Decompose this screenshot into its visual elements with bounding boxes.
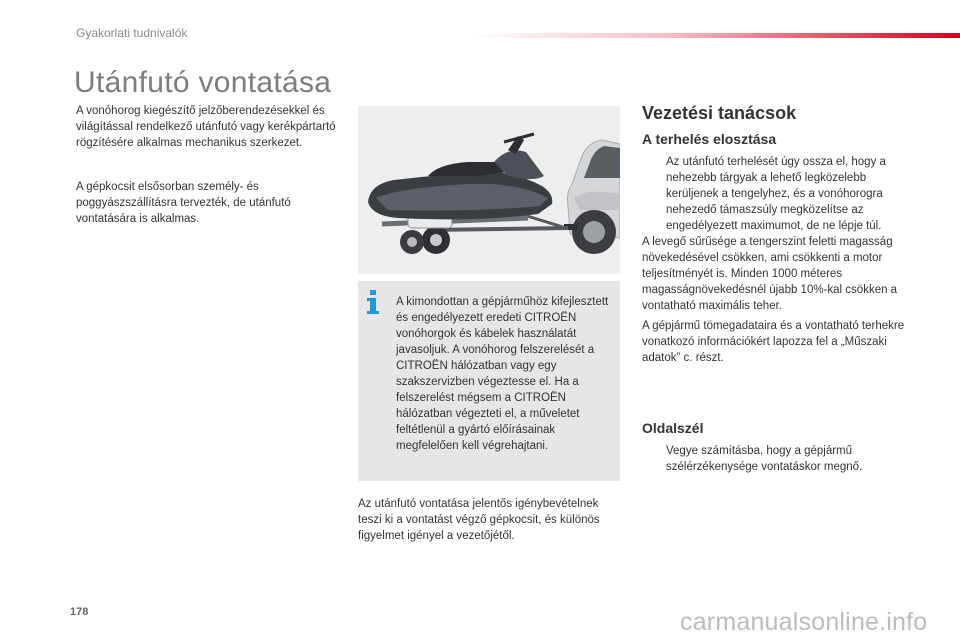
driving-tips-heading: Vezetési tanácsok [642, 103, 797, 123]
intro-paragraph-2: A gépkocsit elsősorban személy- és poggyászszállításra tervezték, de utánfutó vontatására is alkalmas. [76, 181, 291, 225]
info-note-box [358, 281, 620, 481]
watermark-text: carmanualsonline.info [680, 608, 928, 636]
technical-data-paragraph: A gépjármű tömegadataira és a vontatható terhekre vonatkozó információkért lapozza fel a „Műszaki adatok” c. részt. [642, 320, 905, 364]
info-icon [367, 290, 381, 314]
crosswind-heading: Oldalszél [642, 420, 704, 436]
load-distribution-heading: A terhelés elosztása [642, 131, 777, 147]
section-header: Gyakorlati tudnivalók [76, 26, 188, 40]
crosswind-bullet [642, 443, 912, 475]
header-accent-line [470, 33, 960, 38]
middle-paragraph: Az utánfutó vontatása jelentős igénybevételnek teszi ki a vontatást végző gépkocsit, és különös figyelmet igényel a vezetőjétől. [358, 498, 600, 542]
load-bullet-text: Az utánfutó terhelését úgy ossza el, hogy a nehezebb tárgyak a lehető legközelebb kerüljenek a tengelyhez, és a vonóhorogra nehezedő támaszsúly megközelítse az engedélyezett maximumot, de ne lépje túl. [666, 156, 886, 232]
page-title: Utánfutó vontatása [74, 66, 332, 99]
intro-paragraph-1: A vonóhorog kiegészítő jelzőberendezésekkel és világítással rendelkező utánfutó vagy kerékpártartó rögzítésére alkalmas mechanikus szerkezet. [76, 105, 336, 149]
load-bullet [642, 154, 912, 234]
crosswind-bullet-text: Vegye számításba, hogy a gépjármű szélérzékenysége vontatáskor megnő. [666, 445, 863, 473]
page-number: 178 [70, 606, 89, 618]
info-note-text: A kimondottan a gépjárműhöz kifejlesztett és engedélyezett eredeti CITROËN vonóhorgok és kábelek használatát javasoljuk. A vonóhorog felszerelését a CITROËN hálózatban vagy egy szakszervizben végeztesse el. Ha a felszerelést mégsem a CITROËN hálózatban végezteti el, a műveletet feltétlenül a gyártó előírásainak megfelelően kell végrehajtani. [396, 296, 609, 452]
jetski-trailer-car-image [358, 106, 620, 274]
altitude-paragraph: A levegő sűrűsége a tengerszint feletti magasság növekedésével csökken, ami csökkenti a motor teljesítményét is. Minden 1000 méteres magasságnövekedésnél újabb 10%-kal csökken a vontatható maximális teher. [642, 236, 898, 312]
trailer-illustration [358, 106, 620, 274]
